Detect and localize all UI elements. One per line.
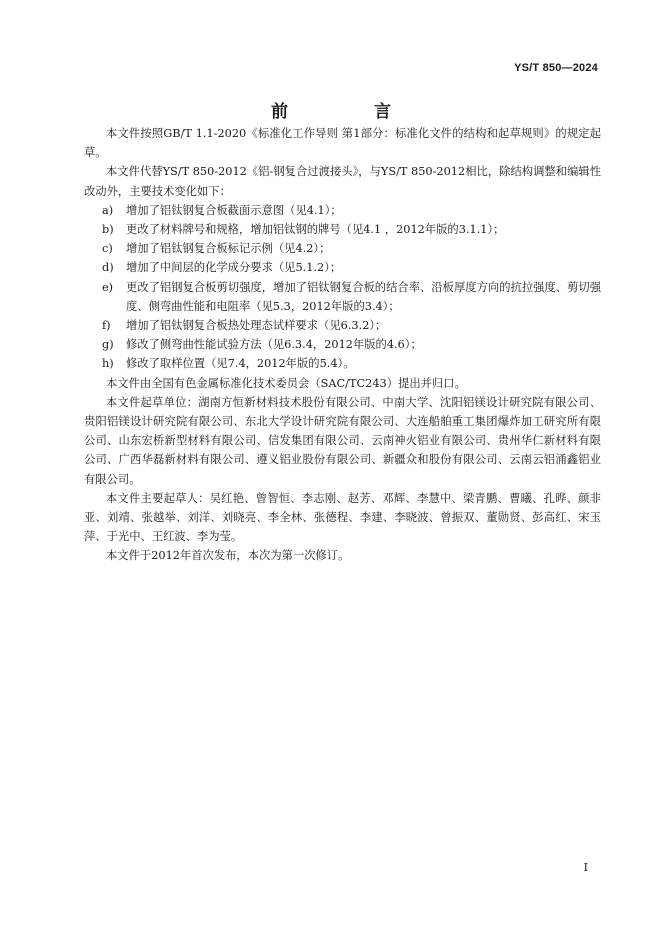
- list-marker: a): [102, 203, 114, 217]
- standard-code: YS/T 850—2024: [514, 62, 598, 74]
- list-item-text: 更改了材料牌号和规格，增加铝钛钢的牌号（见4.1 ，2012年版的3.1.1）；: [126, 223, 505, 237]
- list-marker: e): [102, 280, 114, 294]
- list-item: [84, 316, 601, 335]
- paragraph-drafters: 本文件主要起草人：吴红艳、曾智恒、李志刚、赵芳、邓辉、李慧中、梁青鹏、曹曦、孔晔、颜非亚、刘靖、张越举、刘洋、刘晓亮、李全林、张德程、李建、李晓波、曾振双、董勋贤、彭高红、宋玉萍、于光中、王红波、李为莹。: [84, 491, 601, 544]
- document-body: [84, 124, 601, 566]
- list-item-text: 增加了铝钛钢复合板标记示例（见4.2）；: [126, 242, 331, 256]
- list-marker: f): [102, 319, 111, 333]
- list-item: [84, 278, 601, 316]
- paragraph-drafting-rules: 本文件按照GB/T 1.1-2020《标准化工作导则 第1部分：标准化文件的结构和起草规则》的规定起草。: [84, 127, 601, 160]
- list-item-text: 增加了铝钛钢复合板热处理态试样要求（见6.3.2）；: [126, 319, 387, 333]
- list-item: [84, 201, 601, 220]
- list-item: [84, 239, 601, 258]
- list-marker: h): [102, 357, 114, 371]
- list-item: [84, 220, 601, 239]
- list-item: [84, 335, 601, 354]
- list-item-text: 更改了铝钢复合板剪切强度，增加了铝钛钢复合板的结合率、沿板厚度方向的抗拉强度、剪切强度、侧弯曲性能和电阻率（见5.3，2012年版的3.4）；: [126, 280, 601, 313]
- page-title: 前 言: [271, 102, 431, 122]
- list-marker: b): [102, 223, 114, 237]
- list-item-text: 增加了中间层的化学成分要求（见5.1.2）；: [126, 261, 342, 275]
- list-marker: g): [102, 338, 114, 352]
- paragraph-history: 本文件于2012年首次发布，本次为第一次修订。: [106, 549, 350, 563]
- paragraph-replacement: 本文件代替YS/T 850-2012《铝-钢复合过渡接头》，与YS/T 850-2012相比，除结构调整和编辑性改动外，主要技术变化如下：: [84, 165, 601, 198]
- paragraph-drafting-units: 本文件起草单位：湖南方恒新材料技术股份有限公司、中南大学、沈阳铝镁设计研究院有限公司、贵阳铝镁设计研究院有限公司、东北大学设计研究院有限公司、大连船舶重工集团爆炸加工研究所有限公司、山东宏桥新型材料有限公司、信发集团有限公司、云南神火铝业有限公司、贵州华仁新材料有限公司、广西华磊新材料有限公司、遵义铝业股份有限公司、新疆众和股份有限公司、云南云铝涌鑫铝业有限公司。: [84, 395, 601, 486]
- list-item: [84, 354, 601, 373]
- changes-list: [84, 201, 601, 374]
- list-item-text: 修改了取样位置（见7.4，2012年版的5.4）。: [126, 357, 355, 371]
- list-item-text: 修改了侧弯曲性能试验方法（见6.3.4，2012年版的4.6）；: [126, 338, 422, 352]
- list-item-text: 增加了铝钛钢复合板截面示意图（见4.1）；: [126, 203, 342, 217]
- paragraph-proposer: 本文件由全国有色金属标准化技术委员会（SAC/TC243）提出并归口。: [106, 376, 466, 390]
- page-number: I: [583, 861, 588, 874]
- list-marker: c): [102, 242, 113, 256]
- list-marker: d): [102, 261, 114, 275]
- list-item: [84, 258, 601, 277]
